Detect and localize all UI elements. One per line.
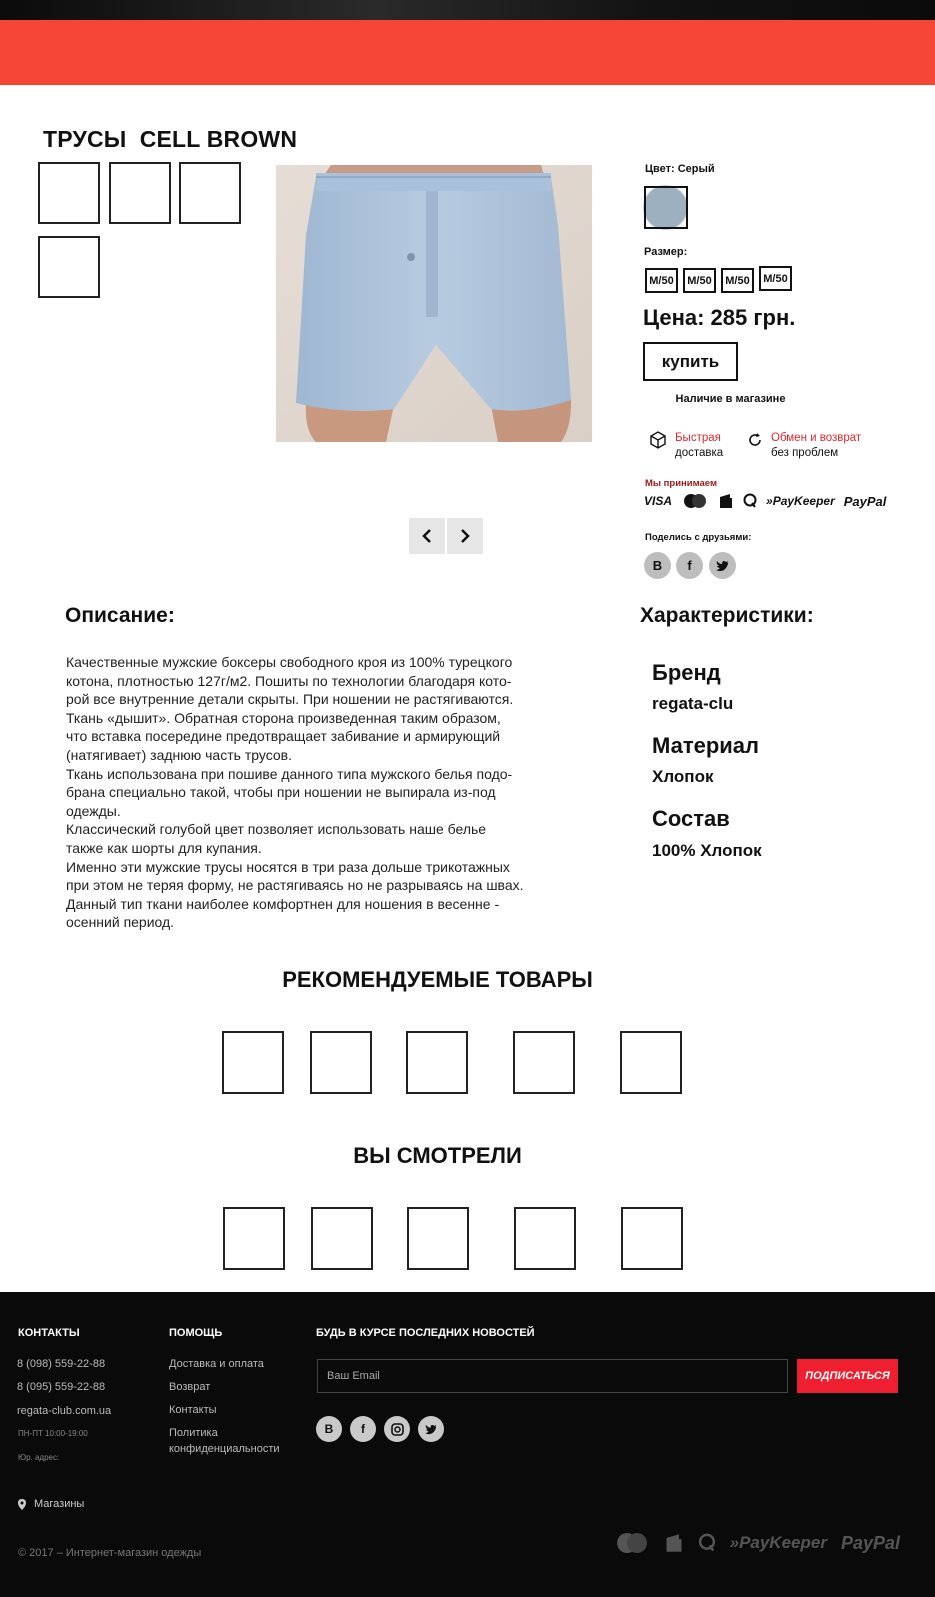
box-icon [649, 431, 667, 449]
recommended-product[interactable] [406, 1031, 468, 1094]
buy-button[interactable]: купить [643, 342, 738, 381]
paykeeper-logo [730, 1533, 827, 1553]
payment-logos [644, 493, 886, 509]
qiwi-icon [743, 493, 757, 509]
header-bar [0, 20, 935, 85]
prev-image-button[interactable] [409, 518, 445, 554]
return-red: Обмен и возврат [771, 432, 862, 444]
footer-copyright: © 2017 – Интернет-магазин одежды [18, 1547, 202, 1559]
product-thumbnail[interactable] [38, 236, 100, 298]
facebook-icon: f [361, 1422, 365, 1436]
footer-shops-link[interactable] [18, 1498, 84, 1510]
footer-news-heading: БУДЬ В КУРСЕ ПОСЛЕДНИХ НОВОСТЕЙ [316, 1327, 535, 1339]
char-value-composition: 100% Хлопок [652, 841, 762, 860]
footer-legal: Юр. адрес: [18, 1453, 60, 1462]
paykeeper-text: PayKeeper [772, 494, 835, 508]
description-heading: Описание: [65, 604, 175, 627]
size-option[interactable]: M/50 [645, 268, 678, 293]
characteristics-heading: Характеристики: [640, 604, 814, 627]
qiwi-icon [698, 1533, 716, 1553]
color-label: Цвет: Серый [645, 163, 715, 175]
wallet-icon [718, 493, 734, 509]
footer-help-heading: ПОМОЩЬ [169, 1327, 223, 1339]
double-chevron-icon: » [766, 494, 773, 508]
delivery-black: доставка [675, 447, 724, 459]
footer-instagram-button[interactable] [384, 1416, 410, 1442]
chevron-left-icon [421, 529, 433, 543]
vk-icon: В [652, 558, 663, 573]
mastercard-icon [614, 1532, 650, 1554]
instagram-icon [391, 1423, 404, 1436]
footer-shops-text: Магазины [34, 1498, 85, 1510]
footer-payment-logos [614, 1532, 900, 1554]
delivery-info [649, 431, 723, 461]
viewed-product[interactable] [514, 1207, 576, 1270]
map-pin-icon [18, 1499, 26, 1510]
refresh-icon [747, 431, 763, 449]
footer-vk-button[interactable] [316, 1416, 342, 1442]
product-main-image [276, 165, 592, 442]
product-price: Цена: 285 грн. [643, 305, 796, 330]
char-name-brand: Бренд [652, 660, 721, 685]
footer-facebook-button[interactable] [350, 1416, 376, 1442]
description-text: Качественные мужские боксеры свободного кроя из 100% турецкого котона, плотностью 127г/м2. Пошиты по технологии благодаря кото- рой все внутренние детали скрыты. При ношении не растягиваются. Ткань «дышит». Обратная сторона произведенная таким образом, что вставка посередине предотвращает забивание и армирующий (натягивает) заднюю часть трусов. Ткань использована при пошиве данного типа мужского белья подо- брана специально такой, чтобы при ношении не выпирала из-под одежды. Классический голубой цвет позволяет использовать наше белье также как шорты для купания. Именно эти мужские трусы носятся в три раза дольше трикотажных при этом не теряя форму, не растягиваясь но не разрываясь на швах. Данный тип ткани наиболее комфортнен для ношения в весенне - осенний период. [66, 654, 524, 931]
footer-link-contacts[interactable]: Контакты [169, 1404, 217, 1416]
footer-phone-1[interactable]: 8 (098) 559-22-88 [17, 1358, 106, 1370]
footer-link-delivery[interactable]: Доставка и оплата [169, 1358, 264, 1370]
footer-email-input[interactable]: Ваш Email [317, 1359, 788, 1393]
subscribe-button[interactable]: ПОДПИСАТЬСЯ [797, 1359, 898, 1393]
facebook-icon: f [687, 558, 692, 573]
viewed-product[interactable] [407, 1207, 469, 1270]
viewed-product[interactable] [621, 1207, 683, 1270]
recommended-product[interactable] [310, 1031, 372, 1094]
size-label: Размер: [644, 246, 688, 258]
top-bar [0, 0, 935, 20]
product-thumbnail[interactable] [38, 162, 100, 224]
viewed-product[interactable] [311, 1207, 373, 1270]
footer-link-return[interactable]: Возврат [169, 1381, 211, 1393]
footer-twitter-button[interactable] [418, 1416, 444, 1442]
twitter-share-button[interactable] [709, 552, 736, 579]
return-black: без проблем [771, 447, 839, 459]
paykeeper-text: PayKeeper [739, 1533, 827, 1552]
paypal-logo: PayPal [840, 1532, 900, 1553]
wallet-icon [664, 1533, 684, 1553]
size-option[interactable]: M/50 [683, 268, 716, 293]
twitter-icon [425, 1424, 438, 1435]
char-name-material: Материал [652, 733, 760, 758]
recommended-product[interactable] [513, 1031, 575, 1094]
footer [0, 1292, 935, 1597]
double-chevron-icon: » [729, 1533, 740, 1552]
footer-link-privacy-1[interactable]: Политика [169, 1427, 218, 1439]
char-name-composition: Состав [652, 806, 730, 831]
recommended-heading: РЕКОМЕНДУЕМЫЕ ТОВАРЫ [282, 967, 593, 992]
paykeeper-logo [766, 494, 835, 508]
footer-site[interactable]: regata-club.com.ua [17, 1405, 112, 1417]
twitter-icon [716, 560, 730, 572]
recommended-product[interactable] [222, 1031, 284, 1094]
recommended-product[interactable] [620, 1031, 682, 1094]
footer-hours: ПН-ПТ 10:00-19:00 [18, 1429, 88, 1438]
we-accept-label: Мы принимаем [645, 478, 717, 489]
chevron-right-icon [459, 529, 471, 543]
char-value-brand: regata-clu [652, 694, 734, 713]
footer-link-privacy-2[interactable]: конфиденциальности [169, 1443, 280, 1455]
visa-logo: VISA [644, 494, 673, 508]
vk-share-button[interactable] [644, 552, 671, 579]
share-label: Поделись с друзьями: [645, 532, 752, 543]
mastercard-icon [681, 493, 709, 509]
footer-contacts-heading: КОНТАКТЫ [18, 1327, 80, 1339]
viewed-heading: ВЫ СМОТРЕЛИ [353, 1143, 522, 1168]
facebook-share-button[interactable] [676, 552, 703, 579]
next-image-button[interactable] [447, 518, 483, 554]
viewed-product[interactable] [223, 1207, 285, 1270]
product-thumbnail[interactable] [109, 162, 171, 224]
char-value-material: Хлопок [652, 767, 714, 786]
product-title: ТРУСЫ CELL BROWN [43, 126, 298, 152]
in-store-link[interactable]: Наличие в магазине [675, 393, 786, 405]
delivery-red: Быстрая [675, 432, 721, 444]
color-swatch-selected-frame [644, 186, 688, 229]
product-thumbnail[interactable] [179, 162, 241, 224]
size-option[interactable]: M/50 [759, 266, 792, 291]
paypal-logo: PayPal [843, 493, 887, 509]
return-info [747, 431, 861, 461]
size-option[interactable]: M/50 [721, 268, 754, 293]
vk-icon: В [324, 1422, 334, 1436]
footer-phone-2[interactable]: 8 (095) 559-22-88 [17, 1381, 106, 1393]
